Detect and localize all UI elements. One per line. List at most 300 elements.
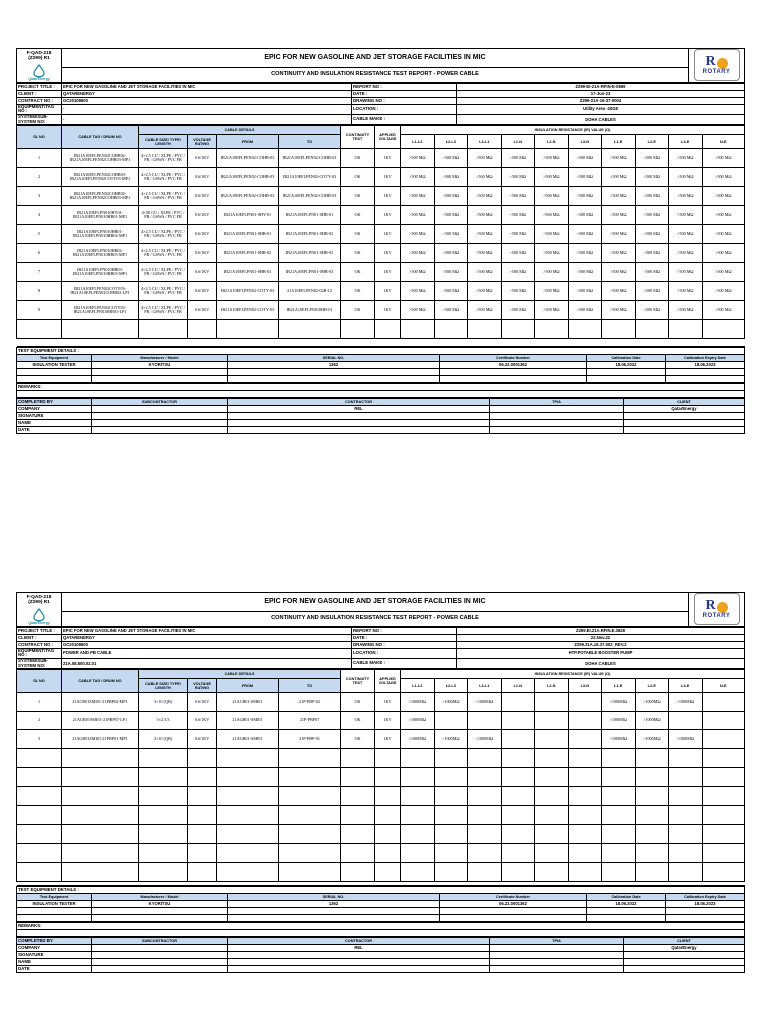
to-cell: IB21A10EFLPN010HB-01 [279,301,341,320]
ir-value-cell: >500 MΩ [401,244,435,263]
cable-details-header: CABLE DETAILS [139,670,341,679]
empty-cell [702,320,744,339]
system-value: 21A.08.800.02.01 [62,659,352,669]
empty-cell [341,805,375,824]
cable-tag-header: CABLE TAG / DRUM NO [62,126,139,149]
empty-cell [217,843,279,862]
ir-value-cell: >500 MΩ [602,168,636,187]
empty-cell [217,786,279,805]
sl-no-cell: 5 [17,225,62,244]
empty-cell [139,824,188,843]
ir-col-header-l3-l1: L3-L1 [468,135,502,149]
ir-value-cell: >500 MΩ [434,206,468,225]
empty-cell [602,843,636,862]
equipment-tag-value: POWER AND PB CABLE [62,648,352,658]
empty-cell [62,843,139,862]
ir-value-cell: >500 MΩ [635,168,669,187]
client-signature[interactable] [624,951,745,958]
qatarenergy-emblem-icon [31,608,47,622]
voltage-cell: 0.6/1KV [188,168,217,187]
applied-voltage-header: APPLIED VOLTAGE [375,670,401,693]
drawing-no-value: Z299-21A-16-37-0004 [457,97,745,104]
cable-test-table [16,669,745,886]
table-row [17,301,745,320]
empty-cell [341,824,375,843]
empty-cell [535,748,569,767]
empty-cell [401,862,435,881]
company-label: COMPANY [17,944,92,951]
empty-cell [279,767,341,786]
ir-value-cell: >500 MΩ [602,149,636,168]
empty-cell [62,862,139,881]
ir-value-cell: >500 MΩ [501,149,535,168]
equipment-header-cell: Calibration Date [587,355,666,362]
ir-value-cell: >500 MΩ [669,263,703,282]
cable-tag-cell: IB21A10EFLPN010HB03-IB21A10EFLPN010HB03-MP1 [62,263,139,282]
sl-no-cell: 1 [17,693,62,712]
ir-value-cell: >500 MΩ [468,187,502,206]
empty-cell [375,748,401,767]
cable-tag-cell: IB21A10EFLPEN02COHB02-IB21A10EFLPEN02COHB03-MP1 [62,149,139,168]
report-no-value: Z299-EI-21A-RFIN-E-0869 [457,83,745,90]
ir-value-cell: >500 MΩ [535,149,569,168]
applied-voltage-cell: 1KV [375,225,401,244]
test-equipment-table [16,347,745,383]
continuity-cell: OK [341,149,375,168]
ir-value-cell: >500 MΩ [669,149,703,168]
sl-no-cell: 2 [17,168,62,187]
empty-cell [568,805,602,824]
empty-cell [217,805,279,824]
location-label: LOCATION : [352,104,457,114]
cable-size-header: CABLE SIZE/ TYPE/ LENGTH [139,679,188,693]
cable-size-cell: 4×2.5 CU / XLPE / PVC / FR / GSWA / PVC FR [139,225,188,244]
empty-cell [468,805,502,824]
ir-value-cell: >500 MΩ [602,263,636,282]
empty-cell [501,748,535,767]
voltage-cell: 0.6/1KV [188,693,217,712]
drawing-no-label: DRAWING NO : [352,97,457,104]
equipment-value-cell: 18.06.2023 [666,900,745,907]
rotary-logo-cell [689,593,745,627]
empty-cell [468,748,502,767]
tpia-signature[interactable] [490,951,624,958]
ir-col-header-l3-e: L3-E [669,679,703,693]
voltage-cell: 0.6/1KV [188,244,217,263]
cable-tag-cell: IB21A10EFLPEN02COHB03-IB21A10EFLPEN02COTY03-MP1 [62,168,139,187]
ir-value-cell: >500 MΩ [635,187,669,206]
voltage-cell: 0.6/1KV [188,301,217,320]
table-row [17,282,745,301]
client-signature[interactable] [624,413,745,420]
ir-value-cell: >500 MΩ [434,301,468,320]
table-row [17,693,745,712]
table-row [17,206,745,225]
empty-cell [217,320,279,339]
applied-voltage-cell: 1KV [375,244,401,263]
empty-cell [139,748,188,767]
empty-row [17,767,745,786]
ir-col-header-l2-l3: L2-L3 [434,135,468,149]
voltage-cell: 0.6/1KV [188,225,217,244]
empty-cell [279,824,341,843]
ir-value-cell: >500 MΩ [635,301,669,320]
empty-cell [62,748,139,767]
ir-value-cell: >500 MΩ [702,301,744,320]
report-title: EPIC FOR NEW GASOLINE AND JET STORAGE FACILITIES IN MIC [62,49,689,68]
ir-value-cell: >500 MΩ [468,301,502,320]
contractor-signature[interactable] [228,951,490,958]
subcontractor-signature[interactable] [92,413,228,420]
empty-cell [434,767,468,786]
spacer-cell [17,339,745,347]
empty-row [17,862,745,881]
voltage-cell: 0.6/1KV [188,711,217,730]
table-row [17,149,745,168]
cable-tag-cell: IB21A10EFLPEN02COHB02-IB21A10EFLPEN02COHB03-MP1 [62,187,139,206]
empty-cell [62,320,139,339]
ir-col-header-l3-e: L3-E [669,135,703,149]
ir-value-cell [501,711,535,730]
to-cell: IB21A10EFLPEN02-COTY-03 [279,168,341,187]
tpia-signature[interactable] [490,413,624,420]
contractor-signature[interactable] [228,413,490,420]
ir-value-cell: >500 MΩ [468,244,502,263]
location-value: Utility Area -20G8 [457,104,745,114]
equipment-header-cell: SERIAL NO. [228,355,440,362]
ir-value-cell: >500 MΩ [602,187,636,206]
empty-cell [568,824,602,843]
empty-cell [401,805,435,824]
ir-col-header-l3-l1: L3-L1 [468,679,502,693]
rotary-logo-text: ROTARY [702,69,731,76]
ir-value-cell: >500 MΩ [401,149,435,168]
ir-value-cell: >500 MΩ [535,244,569,263]
empty-cell [139,786,188,805]
empty-cell [501,824,535,843]
empty-cell [535,843,569,862]
empty-cell [669,805,703,824]
ir-value-cell: >500 MΩ [434,149,468,168]
empty-cell [635,824,669,843]
tpia-header: TPIA [490,937,624,944]
client-label: CLIENT : [17,90,62,97]
ir-col-header-l1-e: L1-E [602,135,636,149]
cable-size-cell: 4×2.5 CU / XLPE / PVC / FR / GSWA / PVC FR [139,244,188,263]
empty-cell [635,786,669,805]
empty-cell [279,843,341,862]
empty-cell [568,786,602,805]
ir-value-cell: >500 MΩ [702,282,744,301]
rotary-o-icon [717,602,728,613]
date-row-label: DATE [17,965,92,972]
empty-cell [375,843,401,862]
empty-cell [188,824,217,843]
ir-value-cell [535,711,569,730]
contractor-header: CONTRACTOR [228,399,490,406]
ir-col-header-l2-e: L2-E [635,135,669,149]
ir-value-cell: >1000MΩ [468,693,502,712]
ir-value-cell: >1000MΩ [635,730,669,749]
ir-value-cell: >1000MΩ [669,730,703,749]
cable-make-value: DOHA CABLES [457,115,745,125]
ir-value-cell: >500 MΩ [602,282,636,301]
empty-cell [17,862,62,881]
applied-voltage-cell: 1KV [375,693,401,712]
to-cell: IB21A10EFLPEN02-COHB-03 [279,149,341,168]
ir-value-cell: >1000MΩ [434,693,468,712]
system-value: - [62,115,352,125]
project-title-value: EPIC FOR NEW GASOLINE AND JET STORAGE FACILITIES IN MIC [62,83,352,90]
applied-voltage-cell: 1KV [375,206,401,225]
form-code-cell [17,49,62,83]
cable-size-header: CABLE SIZE/ TYPE/ LENGTH [139,135,188,149]
from-cell: IB21A10EFLPEN02-COTY-03 [217,282,279,301]
ir-value-cell: >500 MΩ [401,206,435,225]
voltage-cell: 0.6/1KV [188,187,217,206]
ir-value-cell: >500 MΩ [501,206,535,225]
empty-cell [188,320,217,339]
empty-cell [702,843,744,862]
ir-value-cell: >500 MΩ [501,282,535,301]
ir-value-cell: >1000MΩ [602,693,636,712]
empty-cell [62,824,139,843]
ir-value-cell: >500 MΩ [501,168,535,187]
ir-value-cell: >500 MΩ [568,244,602,263]
project-title-label: PROJECT TITLE : [17,83,62,90]
empty-cell [217,748,279,767]
equipment-header-cell: Manufacturer / Model [92,893,228,900]
name-label: NAME [17,420,92,427]
equipment-header-cell: Calibration Expiry Date [666,355,745,362]
sl-no-cell: 8 [17,282,62,301]
ir-value-cell: >1000MΩ [401,730,435,749]
ir-value-cell: >500 MΩ [468,206,502,225]
date-label: DATE : [352,90,457,97]
empty-cell [635,320,669,339]
empty-cell [635,767,669,786]
contract-value: GC20108600 [62,97,352,104]
signature-label: SIGNATURE [17,951,92,958]
ir-value-cell: >500 MΩ [702,149,744,168]
ir-value-cell: >500 MΩ [501,301,535,320]
empty-cell [669,786,703,805]
ir-value-cell: >500 MΩ [669,282,703,301]
ir-value-cell: >500 MΩ [434,187,468,206]
rotary-logo: R ROTARY [690,49,743,81]
client-value: QATARENERGY [62,90,352,97]
cable-tag-cell: IB21A10EFLPEN02COTY03-IB21A10EFLPN010HB01-LP1 [62,301,139,320]
spacer-cell [17,881,745,885]
ir-col-header-l1-l2: L1-L2 [401,679,435,693]
to-header: TO [279,679,341,693]
client-company: QatarEnergy [624,406,745,413]
sl-no-cell: 9 [17,301,62,320]
contractor-company: REL [228,406,490,413]
ir-value-cell: >500 MΩ [568,282,602,301]
empty-cell [279,786,341,805]
empty-cell [139,862,188,881]
test-equipment-table [16,886,745,922]
empty-cell [341,748,375,767]
equipment-value-cell: INSULATION TESTER [17,900,92,907]
date-value: 17-Jun-23 [457,90,745,97]
ir-value-cell: >500 MΩ [535,301,569,320]
ir-value-cell: >500 MΩ [468,149,502,168]
table-row [17,168,745,187]
applied-voltage-cell: 1KV [375,187,401,206]
cable-size-cell: 4×2.5 CU / XLPE / PVC / FR / GSWA / PVC FR [139,168,188,187]
applied-voltage-cell: 1KV [375,263,401,282]
ir-value-cell: >500 MΩ [501,244,535,263]
equipment-header-cell: Calibration Date [587,893,666,900]
drawing-no-value: Z299.21A.16.37.002_REV.2 [457,641,745,648]
ir-col-header-l1-l2: L1-L2 [401,135,435,149]
ir-value-cell: >500 MΩ [635,282,669,301]
subcontractor-signature[interactable] [92,951,228,958]
ir-value-cell: >500 MΩ [434,244,468,263]
remarks-label: REMARKS: [17,922,745,929]
empty-cell [401,824,435,843]
ir-value-cell: >500 MΩ [401,282,435,301]
client-value: QATARENERGY [62,634,352,641]
empty-cell [602,767,636,786]
empty-cell [375,767,401,786]
ir-value-cell: >500 MΩ [501,187,535,206]
applied-voltage-header: APPLIED VOLTAGE [375,126,401,149]
report-page-1 [16,48,745,434]
equipment-header-cell: Test Equipment [17,893,92,900]
completed-by-label: COMPLETED BY [17,937,92,944]
cable-size-cell: 4×2.5 CU / XLPE / PVC / FR / GSWA / PVC FR [139,149,188,168]
ir-value-cell: >500 MΩ [401,168,435,187]
empty-cell [602,824,636,843]
table-row [17,730,745,749]
empty-cell [669,767,703,786]
ir-value-cell: >500 MΩ [669,187,703,206]
empty-cell [17,748,62,767]
ir-value-cell: >500 MΩ [669,225,703,244]
empty-cell [501,805,535,824]
empty-cell [375,786,401,805]
signoff-table [16,398,745,434]
ir-value-cell: >1000MΩ [635,711,669,730]
ir-value-cell: >500 MΩ [434,225,468,244]
to-cell: 21A10EFLPEN02-02B-12 [279,282,341,301]
rotary-logo-text: ROTARY [702,613,731,620]
empty-cell [434,824,468,843]
empty-cell [375,862,401,881]
ir-col-header-l2-e: L2-E [635,679,669,693]
ir-col-header-l1-n: L1-N [501,679,535,693]
subcontractor-header: SUBCONTRACTOR [92,399,228,406]
empty-cell [341,320,375,339]
empty-cell [635,805,669,824]
ir-value-cell [568,693,602,712]
ir-value-cell [702,693,744,712]
continuity-cell: OK [341,168,375,187]
contract-label: CONTRACT NO : [17,97,62,104]
ir-value-cell: >500 MΩ [468,225,502,244]
empty-cell [602,805,636,824]
empty-row [17,843,745,862]
equipment-value-cell: 06.22.0001362 [440,900,587,907]
from-header: FROM [217,135,279,149]
equipment-value-cell: KYORITSU [92,362,228,369]
empty-cell [702,862,744,881]
report-no-label: REPORT NO : [352,83,457,90]
empty-cell [217,862,279,881]
ir-value-cell: >500 MΩ [434,282,468,301]
cable-size-cell: 4×2.5 CU / XLPE / PVC / FR / GSWA / PVC FR [139,187,188,206]
cable-tag-cell: IB21A10EFLPEN02COTY03-IB21A10EFLPEN02COHB02-LP1 [62,282,139,301]
cable-tag-header: CABLE TAG / DRUM NO [62,670,139,693]
rotary-logo-cell [689,49,745,83]
empty-row [17,805,745,824]
date-row-label: DATE [17,427,92,434]
ir-value-cell: >500 MΩ [401,225,435,244]
continuity-cell: OK [341,187,375,206]
ir-value-cell: >500 MΩ [535,263,569,282]
ir-col-header-l1-n: L1-N [501,135,535,149]
voltage-cell: 0.6/1KV [188,149,217,168]
empty-cell [188,748,217,767]
ir-value-cell: >1000MΩ [602,730,636,749]
equipment-value-cell: 18.06.2022 [587,362,666,369]
empty-cell [501,843,535,862]
cable-tag-cell: IB21A10EFLPN010HB01-IB21A10EFLPN010HB02-MP1 [62,225,139,244]
equipment-value-cell: 18.06.2023 [666,362,745,369]
cable-tag-cell: IB21A10EFLPN010HY01-IB21A10EFLPN010HB01-MP1 [62,206,139,225]
ir-value-cell: >500 MΩ [535,282,569,301]
applied-voltage-cell: 1KV [375,730,401,749]
empty-cell [62,786,139,805]
name-label: NAME [17,958,92,965]
ir-value-cell: >500 MΩ [568,187,602,206]
cable-tag-cell: IB21A10EFLPN010HB02-IB21A10EFLPN010HB03-MP1 [62,244,139,263]
company-label: COMPANY [17,406,92,413]
empty-cell [188,862,217,881]
empty-cell [702,824,744,843]
ir-value-cell: >1000MΩ [669,693,703,712]
empty-cell [568,748,602,767]
empty-cell [401,748,435,767]
empty-cell [188,843,217,862]
empty-cell [501,786,535,805]
applied-voltage-cell: 1KV [375,282,401,301]
sl-no-header: SL NO [17,126,62,149]
sl-no-cell: 3 [17,730,62,749]
ir-value-cell: >500 MΩ [401,263,435,282]
ir-value-cell [434,711,468,730]
ir-value-cell [535,693,569,712]
tpia-header: TPIA [490,399,624,406]
empty-cell [535,767,569,786]
ir-value-cell: >500 MΩ [434,168,468,187]
remarks-label: REMARKS: [17,384,745,391]
system-label: SYSTEM/SUB-SYSTEM NO: [17,115,62,125]
empty-cell [702,805,744,824]
empty-cell [401,767,435,786]
from-header: FROM [217,679,279,693]
qatarenergy-emblem-icon [31,64,47,78]
rotary-o-icon [717,58,728,69]
ir-value-cell: >500 MΩ [468,282,502,301]
contractor-company: REL [228,944,490,951]
cable-tag-cell: 21AGB01SMI01-21PBP07-LP1 [62,711,139,730]
from-cell: IB21A10EFLPN01-0HY-01 [217,206,279,225]
ir-value-cell: >500 MΩ [702,225,744,244]
